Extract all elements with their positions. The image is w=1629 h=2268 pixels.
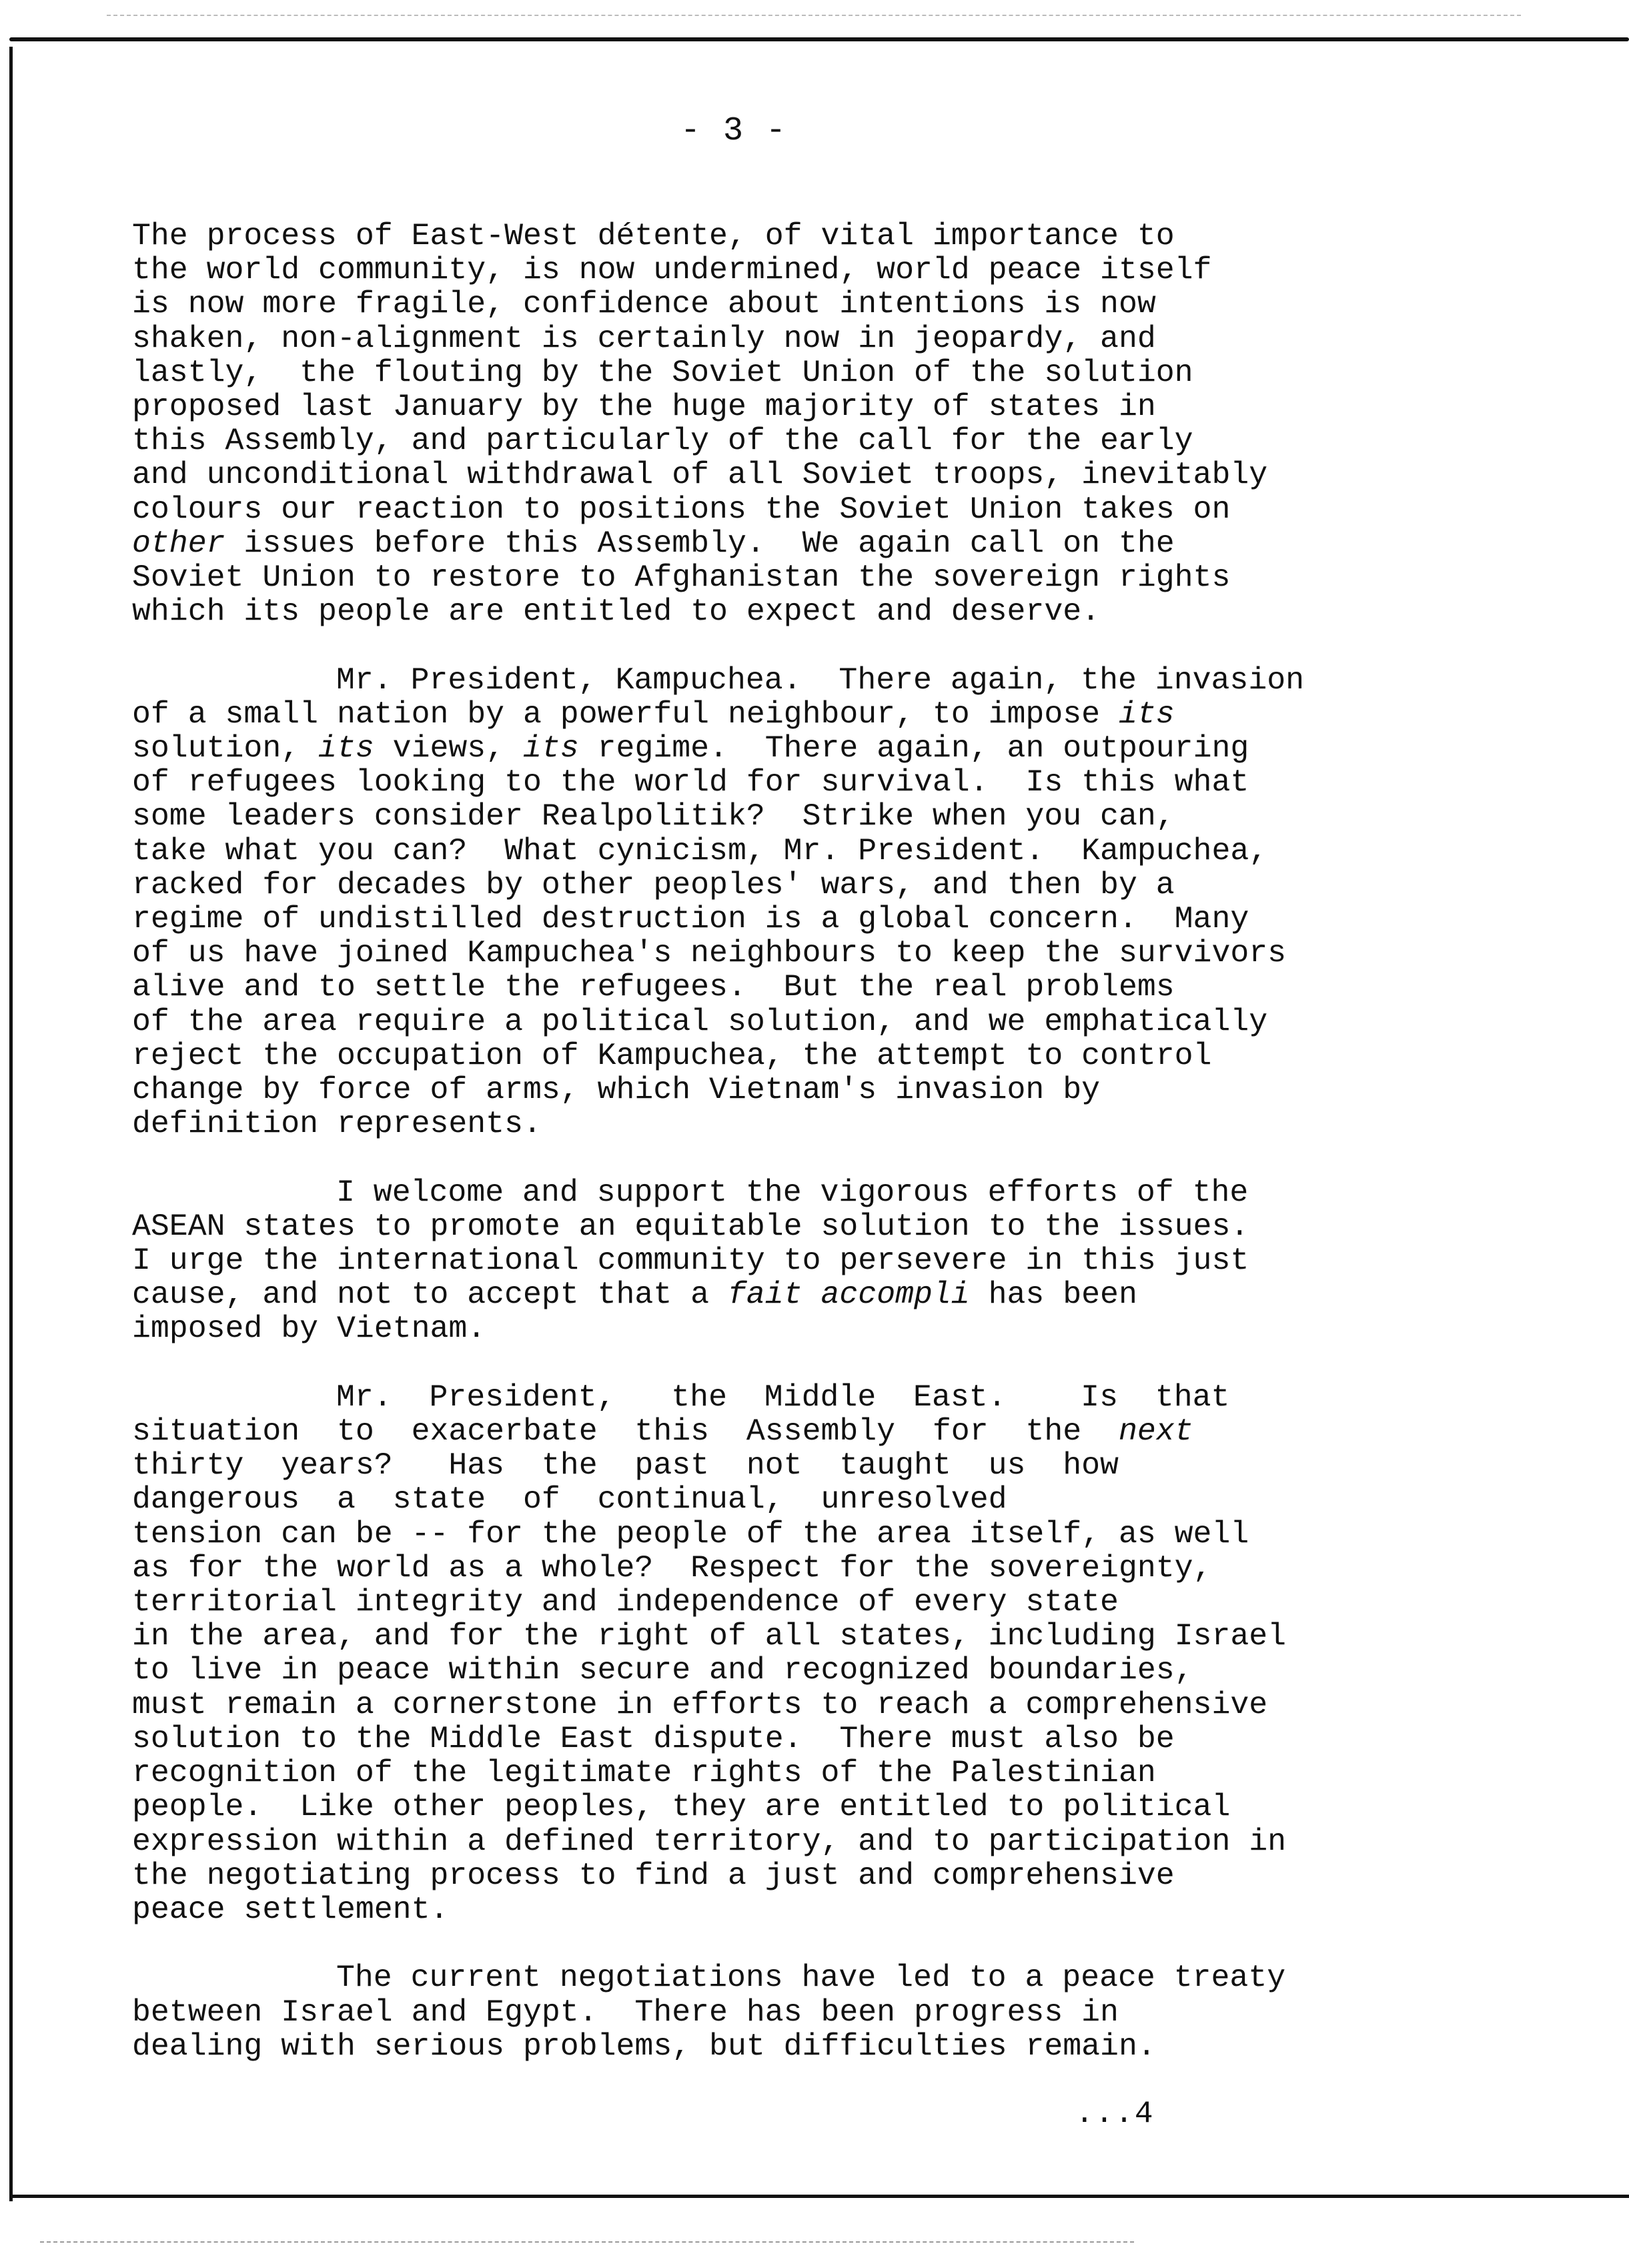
text-line: dangerous a state of continual, unresolved — [132, 1482, 1007, 1518]
text-line: alive and to settle the refugees. But the real problems — [132, 969, 1175, 1005]
text-line: The process of East-West détente, of vital importance to — [132, 218, 1175, 253]
text-line: as for the world as a whole? Respect for the sovereignty, — [132, 1550, 1212, 1586]
text-line: of refugees looking to the world for survival. Is this what — [132, 764, 1249, 800]
text-line: racked for decades by other peoples' wars, and then by a — [132, 867, 1175, 903]
text-line: tension can be -- for the people of the area itself, as well — [132, 1516, 1249, 1552]
text-line: ASEAN states to promote an equitable solution to the issues. — [132, 1208, 1249, 1244]
text-line: the negotiating process to find a just and comprehensive — [132, 1857, 1175, 1893]
text-line: people. Like other peoples, they are entitled to political — [132, 1789, 1231, 1825]
text-line: definition represents. — [132, 1106, 542, 1142]
text-line: The current negotiations have led to a peace treaty — [336, 1960, 1286, 1996]
text-line: the world community, is now undermined, world peace itself — [132, 252, 1212, 288]
text-line: of a small nation by a powerful neighbour, to impose its — [132, 696, 1175, 732]
text-line: to live in peace within secure and recognized boundaries, — [132, 1652, 1193, 1688]
text-line: solution, its views, its regime. There again, an outpouring — [132, 730, 1249, 766]
page-number: - 3 - — [680, 112, 788, 150]
text-line: some leaders consider Realpolitik? Strike when you can, — [132, 798, 1175, 834]
text-line: which its people are entitled to expect and deserve. — [132, 594, 1101, 630]
text-line: territorial integrity and independence of every state — [132, 1584, 1119, 1620]
paragraph — [132, 1380, 1573, 1926]
text-line: imposed by Vietnam. — [132, 1311, 486, 1347]
text-line: recognition of the legitimate rights of the Palestinian — [132, 1755, 1156, 1791]
emphasis-text: its — [1118, 696, 1175, 732]
text-line: in the area, and for the right of all states, including Israel — [132, 1618, 1287, 1654]
text-line: peace settlement. — [132, 1891, 449, 1927]
scan-artifact-line-top — [107, 15, 1521, 16]
emphasis-text: its — [318, 730, 374, 766]
text-line: of the area require a political solution, and we emphatically — [132, 1003, 1268, 1039]
text-line: expression within a defined territory, and to participation in — [132, 1823, 1287, 1859]
emphasis-text: its — [523, 730, 579, 766]
text-line: take what you can? What cynicism, Mr. President. Kampuchea, — [132, 832, 1268, 869]
emphasis-text: other — [132, 525, 225, 561]
text-line: I welcome and support the vigorous efforts of the — [336, 1174, 1249, 1210]
paragraph — [132, 1175, 1573, 1346]
text-line: situation to exacerbate this Assembly for the next — [132, 1413, 1193, 1450]
text-line: change by force of arms, which Vietnam's invasion by — [132, 1072, 1101, 1108]
text-line: is now more fragile, confidence about intentions is now — [132, 286, 1156, 322]
page-border-left — [9, 47, 13, 2201]
text-line: must remain a cornerstone in efforts to reach a comprehensive — [132, 1686, 1268, 1722]
text-line: colours our reaction to positions the Soviet Union takes on — [132, 491, 1231, 527]
text-line: lastly, the flouting by the Soviet Union of the solution — [132, 354, 1193, 390]
text-line: between Israel and Egypt. There has been progress in — [132, 1994, 1119, 2030]
page-border-bottom — [9, 2195, 1629, 2198]
text-line: this Assembly, and particularly of the call for the early — [132, 423, 1193, 459]
text-line: other issues before this Assembly. We again call on the — [132, 525, 1175, 561]
text-line: and unconditional withdrawal of all Soviet troops, inevitably — [132, 457, 1268, 493]
text-line: thirty years? Has the past not taught us how — [132, 1448, 1119, 1484]
text-line: Mr. President, the Middle East. Is that — [336, 1379, 1230, 1415]
scan-artifact-line-bottom — [40, 2241, 1134, 2243]
text-line: cause, and not to accept that a fait accompli has been — [132, 1277, 1137, 1313]
text-line: shaken, non-alignment is certainly now in jeopardy, and — [132, 320, 1156, 356]
text-line: proposed last January by the huge majority of states in — [132, 389, 1156, 425]
text-line: solution to the Middle East dispute. There must also be — [132, 1720, 1175, 1756]
paragraph — [132, 663, 1573, 1141]
emphasis-text: fait accompli — [727, 1277, 970, 1313]
paragraph — [132, 219, 1573, 628]
continuation-marker: ...4 — [1075, 2097, 1155, 2131]
text-line: reject the occupation of Kampuchea, the attempt to control — [132, 1037, 1212, 1073]
text-line: regime of undistilled destruction is a global concern. Many — [132, 901, 1249, 937]
page-border-top — [9, 37, 1629, 41]
paragraph — [132, 1960, 1573, 2063]
text-line: dealing with serious problems, but difficulties remain. — [132, 2028, 1156, 2064]
text-line: Mr. President, Kampuchea. There again, the invasion — [336, 662, 1305, 698]
emphasis-text: next — [1118, 1413, 1193, 1450]
text-line: I urge the international community to persevere in this just — [132, 1243, 1249, 1279]
document-body — [132, 219, 1573, 2097]
text-line: of us have joined Kampuchea's neighbours to keep the survivors — [132, 935, 1287, 971]
text-line: Soviet Union to restore to Afghanistan the sovereign rights — [132, 560, 1231, 596]
